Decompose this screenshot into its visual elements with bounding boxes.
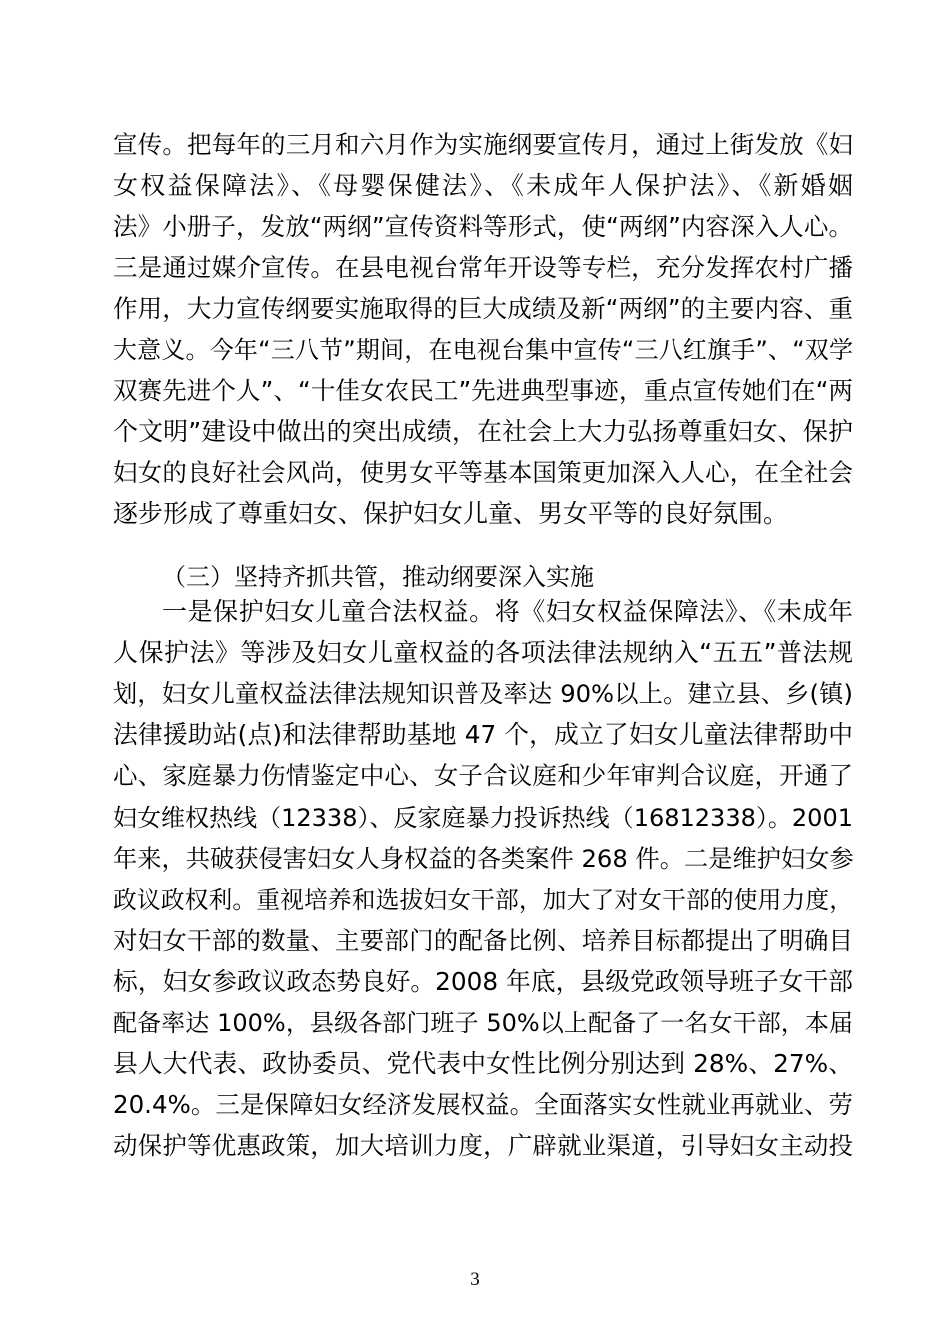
- paragraph-line: 妇女的良好社会风尚，使男女平等基本国策更加深入人心，在全社会: [113, 458, 853, 487]
- paragraph-line: 逐步形成了尊重妇女、保护妇女儿童、男女平等的良好氛围。: [113, 499, 789, 528]
- paragraph-line: 年来，共破获侵害妇女人身权益的各类案件 268 件。二是维护妇女参: [113, 844, 854, 873]
- paragraph-line: 女权益保障法》、《母婴保健法》、《未成年人保护法》、《新婚姻: [113, 171, 853, 200]
- paragraph-line: 大意义。今年“三八节”期间，在电视台集中宣传“三八红旗手”、“双学: [113, 336, 853, 364]
- paragraph-line: 划，妇女儿童权益法律法规知识普及率达 90%以上。建立县、乡(镇): [113, 679, 853, 708]
- paragraph-line: 法》小册子，发放“两纲”宣传资料等形式，使“两纲”内容深入人心。: [113, 212, 853, 241]
- paragraph-line: 对妇女干部的数量、主要部门的配备比例、培养目标都提出了明确目: [113, 926, 853, 955]
- paragraph-line: 人保护法》等涉及妇女儿童权益的各项法律法规纳入“五五”普法规: [113, 638, 853, 667]
- paragraph-line: 一是保护妇女儿童合法权益。将《妇女权益保障法》、《未成年: [162, 597, 853, 626]
- paragraph-line: 双赛先进个人”、“十佳女农民工”先进典型事迹，重点宣传她们在“两: [113, 376, 853, 405]
- paragraph-line: 标，妇女参政议政态势良好。2008 年底，县级党政领导班子女干部: [113, 967, 853, 996]
- paragraph-line: 政议政权利。重视培养和选拔妇女干部，加大了对女干部的使用力度，: [113, 886, 853, 914]
- section-heading: （三）坚持齐抓共管，推动纲要深入实施: [162, 563, 594, 591]
- paragraph-line: 心、家庭暴力伤情鉴定中心、女子合议庭和少年审判合议庭，开通了: [113, 761, 853, 790]
- page-number: 3: [470, 1269, 480, 1290]
- paragraph-line: 三是通过媒介宣传。在县电视台常年开设等专栏，充分发挥农村广播: [113, 253, 853, 282]
- paragraph-line: 动保护等优惠政策，加大培训力度，广辟就业渠道，引导妇女主动投: [113, 1131, 853, 1160]
- paragraph-line: 个文明”建设中做出的突出成绩，在社会上大力弘扬尊重妇女、保护: [113, 417, 853, 446]
- paragraph-line: 作用，大力宣传纲要实施取得的巨大成绩及新“两纲”的主要内容、重: [113, 294, 853, 323]
- paragraph-line: 20.4%。三是保障妇女经济发展权益。全面落实女性就业再就业、劳: [113, 1090, 853, 1119]
- paragraph-line: 妇女维权热线（12338）、反家庭暴力投诉热线（16812338）。2001: [113, 804, 853, 832]
- paragraph-line: 配备率达 100%，县级各部门班子 50%以上配备了一名女干部，本届: [113, 1009, 853, 1037]
- paragraph-line: 宣传。把每年的三月和六月作为实施纲要宣传月，通过上街发放《妇: [113, 130, 853, 159]
- paragraph-line: 法律援助站(点)和法律帮助基地 47 个，成立了妇女儿童法律帮助中: [113, 720, 853, 749]
- paragraph-line: 县人大代表、政协委员、党代表中女性比例分别达到 28%、27%、: [113, 1049, 853, 1078]
